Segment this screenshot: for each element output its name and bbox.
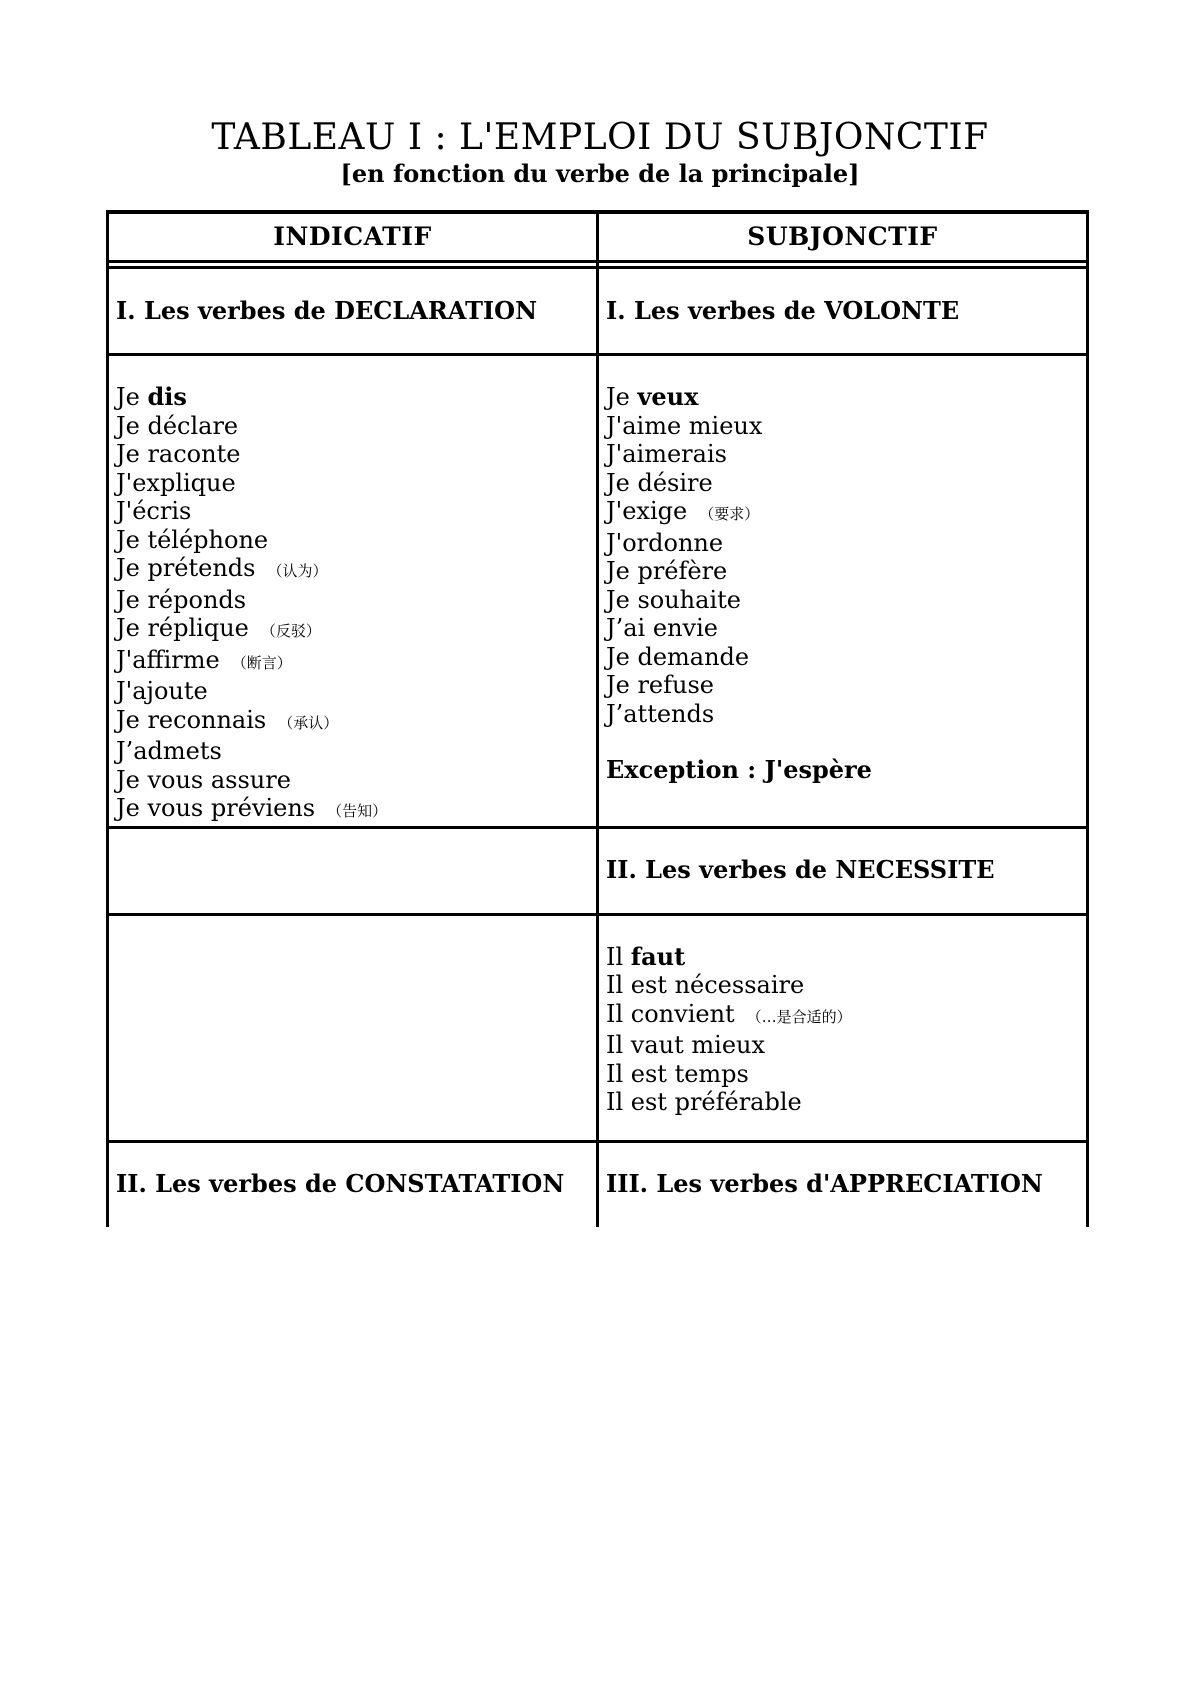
verb-emphasis: veux (637, 382, 699, 411)
section-necessite: II. Les verbes de NECESSITE (598, 827, 1088, 914)
list-item (116, 526, 596, 555)
list-item (606, 1088, 1086, 1117)
verbs-row-2 (108, 914, 1088, 1141)
list-item (116, 469, 596, 498)
list-item (116, 706, 596, 738)
header-subjonctif: SUBJONCTIF (598, 212, 1088, 262)
chinese-gloss: （…是合适的） (746, 1007, 852, 1026)
list-item (606, 529, 1086, 558)
page-title-text: TABLEAU I : L'EMPLOI DU SUBJONCTIF (211, 117, 989, 158)
verb-text: Il est temps (606, 1059, 749, 1088)
list-item (606, 1031, 1086, 1060)
verb-text: Je prétends (116, 554, 256, 582)
section-constatation: II. Les verbes de CONSTATATION (108, 1141, 598, 1227)
verb-text: J'affirme (116, 645, 220, 674)
list-item (606, 412, 1086, 441)
list-item (606, 700, 1086, 729)
list-item (116, 383, 596, 412)
verb-text: Je déclare (116, 411, 239, 440)
section-volonte: I. Les verbes de VOLONTE (598, 268, 1088, 355)
section-appreciation: III. Les verbes d'APPRECIATION (598, 1141, 1088, 1227)
verb-text: J’ai envie (606, 614, 718, 642)
verb-text: Il est nécessaire (606, 971, 805, 999)
verb-emphasis: faut (630, 941, 686, 971)
list-item (606, 971, 1086, 1000)
list-item (116, 766, 596, 795)
list-item (116, 586, 596, 615)
chinese-gloss: （要求） (699, 505, 760, 523)
list-volonte (598, 355, 1088, 828)
list-item (606, 497, 1086, 529)
verb-text: Je vous préviens (116, 794, 316, 822)
list-item (606, 614, 1086, 643)
chinese-gloss: （反驳） (260, 622, 321, 640)
verb-text: Je (116, 383, 148, 411)
chinese-gloss: （告知） (327, 802, 388, 820)
verb-text: J'aimerais (606, 440, 727, 468)
list-item (606, 440, 1086, 469)
verb-text: J’admets (116, 737, 222, 765)
verb-text: Je désire (606, 468, 713, 497)
verb-text: Je raconte (116, 440, 241, 468)
list-item (116, 677, 596, 706)
verb-text: Il convient (606, 999, 735, 1028)
verb-text: J'ordonne (606, 528, 724, 557)
chinese-gloss: （认为） (267, 562, 328, 580)
verb-text: Je refuse (606, 671, 714, 699)
page-subtitle: [en fonction du verbe de la principale] (340, 159, 860, 188)
list-item (116, 614, 596, 646)
verb-text: J’attends (606, 699, 715, 728)
subjunctive-table (106, 210, 1089, 1227)
empty-cell (108, 827, 598, 914)
verb-text: Je reconnais (116, 705, 267, 734)
verb-emphasis: dis (147, 382, 187, 411)
list-item (116, 497, 596, 526)
verb-text: Je (606, 383, 638, 411)
list-item (606, 586, 1086, 615)
list-item (116, 646, 596, 678)
list-item (116, 440, 596, 469)
header-indicatif: INDICATIF (108, 212, 598, 262)
list-item (606, 643, 1086, 672)
list-item (116, 554, 596, 586)
section-row-2 (108, 827, 1088, 914)
list-item (606, 1000, 1086, 1032)
list-item (606, 469, 1086, 498)
section-row-3 (108, 1141, 1088, 1227)
verb-text: Il vaut mieux (606, 1031, 766, 1059)
verb-text: J'écris (116, 497, 192, 525)
verb-text: J'aime mieux (606, 411, 763, 440)
list-necessite (598, 914, 1088, 1141)
list-item (606, 557, 1086, 586)
verb-text: Il est préférable (606, 1088, 802, 1116)
verb-text: Je préfère (606, 557, 728, 585)
verb-text: J'exige (606, 497, 688, 525)
verb-text: J'ajoute (116, 677, 208, 705)
verb-text: Je réponds (116, 585, 247, 614)
volonte-items (606, 383, 1086, 728)
list-item (116, 737, 596, 766)
list-item (606, 383, 1086, 412)
empty-cell (108, 914, 598, 1141)
list-item (606, 671, 1086, 700)
table-header-row (108, 212, 1088, 262)
list-item (116, 794, 596, 826)
chinese-gloss: （承认） (278, 713, 339, 732)
verb-text: Je réplique (116, 614, 249, 642)
verb-text: Je vous assure (116, 765, 291, 794)
list-item (606, 1060, 1086, 1089)
list-declaration (108, 355, 598, 828)
section-declaration: I. Les verbes de DECLARATION (108, 268, 598, 355)
list-item (606, 943, 1086, 972)
verb-text: Je souhaite (606, 585, 741, 614)
verb-text: J'explique (116, 468, 236, 497)
page-title (0, 118, 1200, 158)
list-item (116, 412, 596, 441)
section-row-1 (108, 268, 1088, 355)
volonte-exception: Exception : J'espère (606, 755, 872, 784)
verb-text: Je demande (606, 642, 750, 671)
chinese-gloss: （断言） (231, 653, 292, 672)
verb-text: Je téléphone (116, 525, 269, 554)
verbs-row-1 (108, 355, 1088, 828)
verb-text: Il (606, 942, 631, 971)
